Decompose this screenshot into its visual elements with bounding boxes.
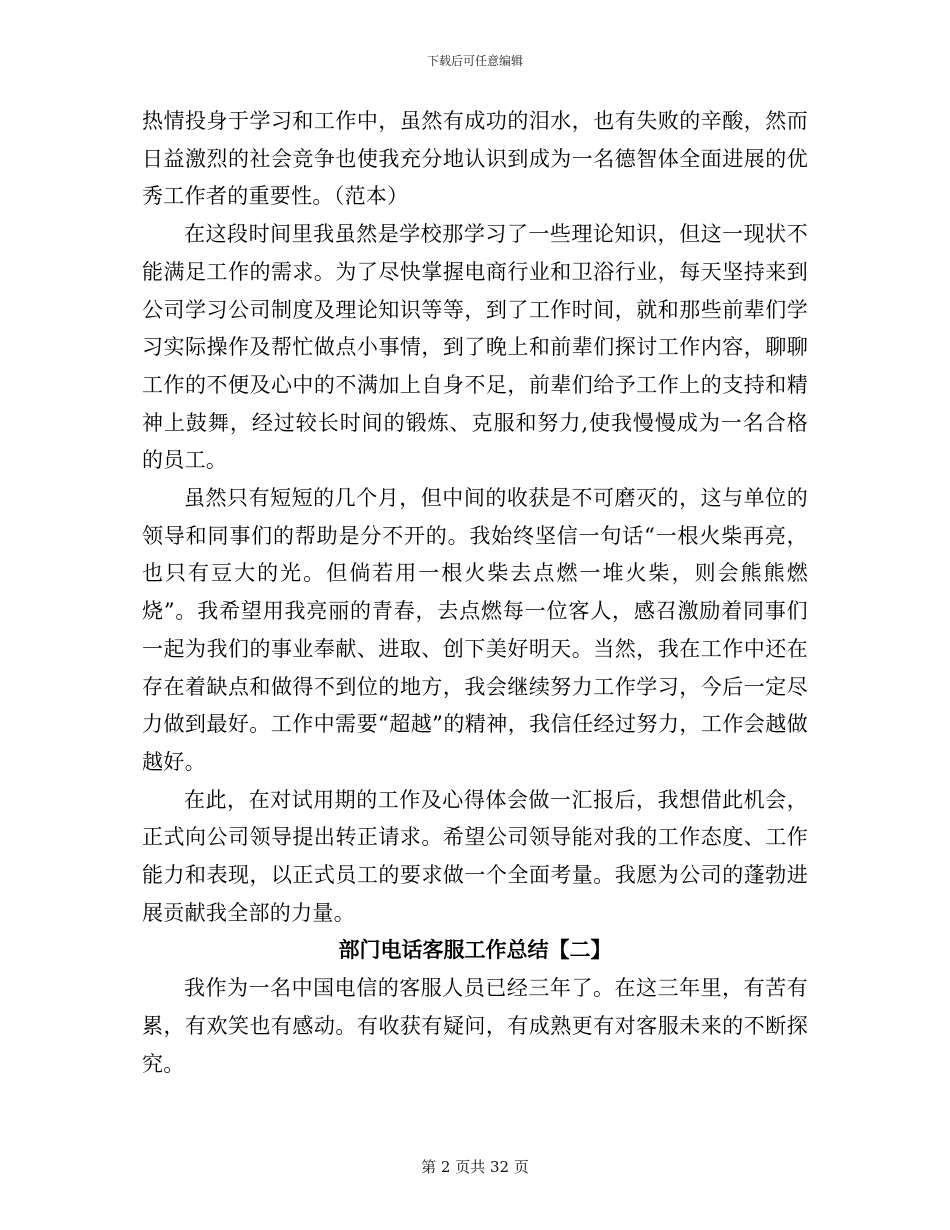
section-heading: 部门电话客服工作总结【二】 [338,938,612,963]
page-number: 第 2 页共 32 页 [421,1158,529,1176]
paragraph: 虽然只有短短的几个月，但中间的收获是不可磨灭的，这与单位的领导和同事们的帮助是分不开的。我始终坚信一句话“一根火柴再亮，也只有豆大的光。但倘若用一根火柴去点燃一堆火柴，则会熊熊燃烧”。我希望用我亮丽的青春，去点燃每一位客人，感召激励着同事们一起为我们的事业奉献、进取、创下美好明天。当然，我在工作中还在存在着缺点和做得不到位的地方，我会继续努力工作学习，今后一定尽力做到最好。工作中需要“超越”的精神，我信任经过努力，工作会越做越好。 [142,486,808,774]
paragraph: 我作为一名中国电信的客服人员已经三年了。在这三年里，有苦有累，有欢笑也有感动。有收获有疑问，有成熟更有对客服未来的不断探究。 [142,976,808,1076]
paragraph: 在这段时间里我虽然是学校那学习了一些理论知识，但这一现状不能满足工作的需求。为了尽快掌握电商行业和卫浴行业，每天坚持来到公司学习公司制度及理论知识等等，到了工作时间，就和那些前辈们学习实际操作及帮忙做点小事情，到了晚上和前辈们探讨工作内容，聊聊工作的不便及心中的不满加上自身不足，前辈们给予工作上的支持和精神上鼓舞，经过较长时间的锻炼、克服和努力,使我慢慢成为一名合格的员工。 [142,222,808,473]
page-header: 下载后可任意编辑 [426,54,523,68]
paragraph-continued: 热情投身于学习和工作中，虽然有成功的泪水，也有失败的辛酸，然而日益激烈的社会竞争也使我充分地认识到成为一名德智体全面进展的优秀工作者的重要性。（范本） [142,109,808,209]
paragraph: 在此，在对试用期的工作及心得体会做一汇报后，我想借此机会，正式向公司领导提出转正请求。希望公司领导能对我的工作态度、工作能力和表现，以正式员工的要求做一个全面考量。我愿为公司的蓬勃进展贡献我全部的力量。 [142,787,808,925]
document-body [142,103,808,1083]
